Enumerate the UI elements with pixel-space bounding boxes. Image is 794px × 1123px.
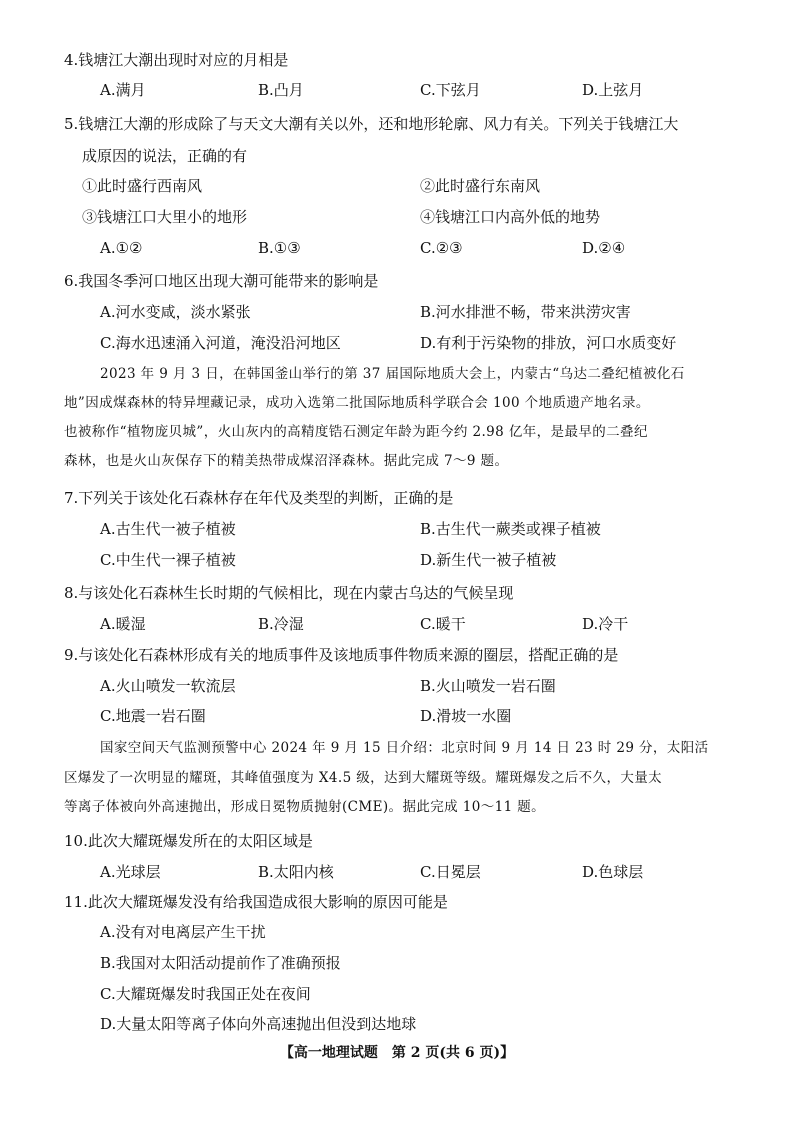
q5-option-a: A.①② [100, 239, 143, 257]
q4-option-c: C.下弦月 [420, 81, 481, 99]
question-7-stem: 7.下列关于该处化石森林存在年代及类型的判断，正确的是 [64, 489, 454, 507]
q9-option-a: A.火山喷发一软流层 [100, 677, 236, 695]
q4-option-d: D.上弦月 [582, 81, 644, 99]
q11-option-d: D.大量太阳等离子体向外高速抛出但没到达地球 [100, 1015, 417, 1033]
q4-option-b: B.凸月 [258, 81, 304, 99]
q10-option-d: D.色球层 [582, 863, 644, 881]
q5-statement-2: ②此时盛行东南风 [420, 177, 541, 195]
question-6-stem: 6.我国冬季河口地区出现大潮可能带来的影响是 [64, 272, 379, 290]
passage-1-line-4: 森林，也是火山灰保存下的精美热带成煤沼泽森林。据此完成 7～9 题。 [64, 453, 509, 469]
passage-2-line-3: 等离子体被向外高速抛出，形成日冕物质抛射(CME)。据此完成 10～11 题。 [64, 799, 546, 815]
q9-option-b: B.火山喷发一岩石圈 [420, 677, 556, 695]
q7-option-b: B.古生代一蕨类或裸子植被 [420, 520, 601, 538]
q11-option-a: A.没有对电离层产生干扰 [100, 923, 266, 941]
question-8-stem: 8.与该处化石森林生长时期的气候相比，现在内蒙古乌达的气候呈现 [64, 584, 514, 602]
q11-option-c: C.大耀斑爆发时我国正处在夜间 [100, 985, 311, 1003]
passage-2-line-2: 区爆发了一次明显的耀斑，其峰值强度为 X4.5 级，达到大耀斑等级。耀斑爆发之后不久，大量太 [64, 770, 663, 786]
q10-option-b: B.太阳内核 [258, 863, 334, 881]
q9-option-c: C.地震一岩石圈 [100, 707, 206, 725]
q8-option-d: D.冷干 [582, 615, 629, 633]
question-10-stem: 10.此次大耀斑爆发所在的太阳区域是 [64, 832, 313, 850]
question-4-stem: 4.钱塘江大潮出现时对应的月相是 [64, 51, 289, 69]
q5-option-b: B.①③ [258, 239, 301, 257]
question-11-stem: 11.此次大耀斑爆发没有给我国造成很大影响的原因可能是 [64, 893, 448, 911]
q6-option-d: D.有利于污染物的排放，河口水质变好 [420, 334, 677, 352]
q6-option-a: A.河水变咸，淡水紧张 [100, 303, 251, 321]
q4-option-a: A.满月 [100, 81, 146, 99]
q5-statement-1: ①此时盛行西南风 [82, 177, 203, 195]
q8-option-b: B.冷湿 [258, 615, 304, 633]
q9-option-d: D.滑坡一水圈 [420, 707, 512, 725]
passage-2-line-1: 国家空间天气监测预警中心 2024 年 9 月 15 日介绍：北京时间 9 月 14 日 23 时 29 分，太阳活 [100, 740, 709, 756]
q5-statement-3: ③钱塘江口大里小的地形 [82, 208, 248, 226]
q10-option-a: A.光球层 [100, 863, 161, 881]
passage-1-line-2: 地”因成煤森林的特异埋藏记录，成功入选第二批国际地质科学联合会 100 个地质遗产地名录。 [64, 395, 650, 411]
q6-option-c: C.海水迅速涌入河道，淹没沿河地区 [100, 334, 341, 352]
q8-option-c: C.暖干 [420, 615, 466, 633]
q5-statement-4: ④钱塘江口内高外低的地势 [420, 208, 601, 226]
q5-option-d: D.②④ [582, 239, 626, 257]
question-5-stem-line1: 5.钱塘江大潮的形成除了与天文大潮有关以外，还和地形轮廓、风力有关。下列关于钱塘江大 [64, 115, 679, 133]
q10-option-c: C.日冕层 [420, 863, 481, 881]
q5-option-c: C.②③ [420, 239, 463, 257]
q11-option-b: B.我国对太阳活动提前作了准确预报 [100, 954, 341, 972]
q6-option-b: B.河水排泄不畅，带来洪涝灾害 [420, 303, 631, 321]
q8-option-a: A.暖湿 [100, 615, 146, 633]
passage-1-line-1: 2023 年 9 月 3 日，在韩国釜山举行的第 37 届国际地质大会上，内蒙古“乌达二叠纪植被化石 [100, 366, 685, 382]
question-5-stem-line2: 成原因的说法，正确的有 [82, 147, 248, 165]
page-footer: 【高一地理试题 第 2 页(共 6 页)】 [279, 1045, 515, 1061]
q7-option-d: D.新生代一被子植被 [420, 551, 557, 569]
passage-1-line-3: 也被称作“植物庞贝城”，火山灰内的高精度锆石测定年龄为距今约 2.98 亿年，是最早的二叠纪 [64, 424, 648, 440]
question-9-stem: 9.与该处化石森林形成有关的地质事件及该地质事件物质来源的圈层，搭配正确的是 [64, 646, 619, 664]
q7-option-c: C.中生代一裸子植被 [100, 551, 236, 569]
q7-option-a: A.古生代一被子植被 [100, 520, 236, 538]
